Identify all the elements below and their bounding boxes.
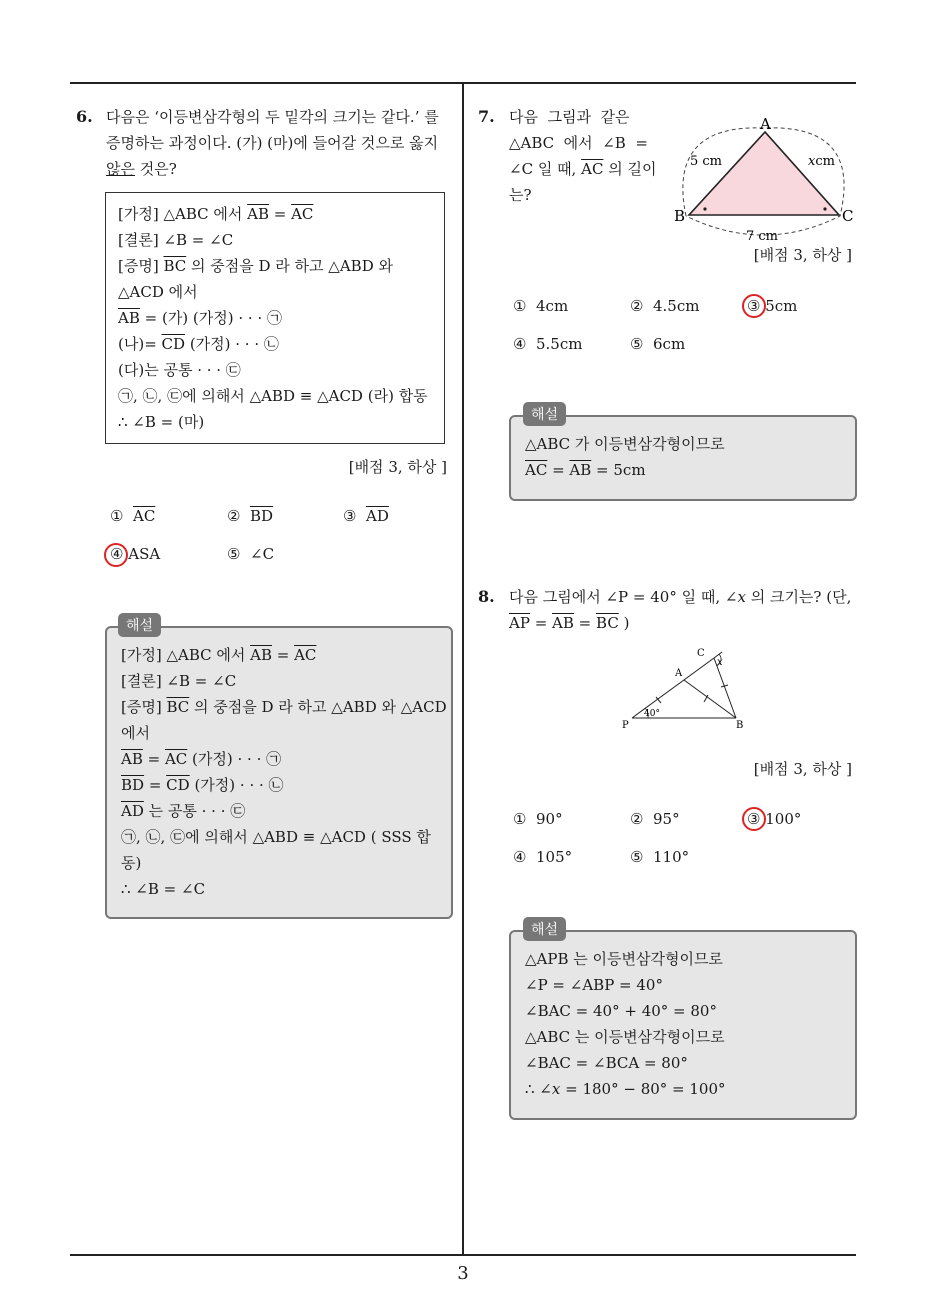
vertex-a-label: A xyxy=(675,668,683,679)
option-text: 90° xyxy=(536,810,563,828)
segment-ac: $\overline{AC}$ xyxy=(164,750,188,768)
question-7-option-2[interactable] xyxy=(630,297,699,315)
solution-text: [증명] xyxy=(121,698,167,716)
option-number: ① xyxy=(513,810,527,828)
proof-text: 의 중점을 D 라 하고 △ABD 와 xyxy=(186,257,393,275)
option-number: ④ xyxy=(513,848,527,866)
option-number: ⑤ xyxy=(630,335,644,353)
question-8-solution-box xyxy=(509,930,857,1120)
proof-text: [증명] xyxy=(118,257,164,275)
option-number: ② xyxy=(630,810,644,828)
proof-line-4: △ACD 에서 xyxy=(118,283,198,301)
page-number: 3 xyxy=(457,1263,469,1284)
option-number: ③ xyxy=(747,297,761,315)
segment-ab: $\overline{AB}$ xyxy=(247,205,269,223)
solution-text: = 180° − 80° = 100° xyxy=(560,1080,726,1098)
triangle-abc xyxy=(689,132,839,215)
column-divider xyxy=(462,83,464,1255)
solution-line-7 xyxy=(121,798,437,824)
side-bc-label: 7 cm xyxy=(746,229,779,244)
unit: cm xyxy=(815,154,835,169)
vertex-c-label: C xyxy=(697,648,705,659)
segment-ab: $\overline{AB}$ xyxy=(121,750,143,768)
question-6-line-2: 증명하는 과정이다. (가) (마)에 들어갈 것으로 옳지 xyxy=(106,134,439,152)
question-6-line-3-rest: 것은? xyxy=(134,160,177,178)
segment-ab: $\overline{AB}$ xyxy=(552,614,574,632)
question-8-solution-tag: 해설 xyxy=(523,917,566,941)
solution-line-2 xyxy=(525,457,841,483)
question-8-option-5[interactable] xyxy=(630,848,689,866)
question-8-line-2 xyxy=(509,610,859,636)
option-text: ASA xyxy=(128,545,161,563)
proof-text: = (가) (가정) · · · ㉠ xyxy=(139,309,282,327)
question-7-solution-tag: 해설 xyxy=(523,402,566,426)
solution-line-10: ∴ ∠B = ∠C xyxy=(121,880,206,898)
question-6-emphasis: 않은 xyxy=(106,160,135,178)
segment-cd: $\overline{CD}$ xyxy=(166,776,190,794)
segment-cd: $\overline{CD}$ xyxy=(161,335,186,353)
vertex-a-label: A xyxy=(760,115,771,133)
angle-x-label: x xyxy=(717,657,723,668)
solution-line-1 xyxy=(121,642,437,668)
proof-line-1 xyxy=(118,201,432,227)
solution-text: = xyxy=(142,750,165,768)
vertex-p-label: P xyxy=(622,720,629,731)
option-text: 5cm xyxy=(765,297,798,315)
segment-ap: $\overline{AP}$ xyxy=(509,614,530,632)
solution-line-6 xyxy=(121,772,437,798)
question-text: 의 크기는? (단, xyxy=(745,588,852,606)
option-number: ③ xyxy=(343,507,357,525)
option-number: ① xyxy=(110,507,124,525)
proof-text: [가정] △ABC 에서 xyxy=(118,205,248,223)
question-6-solution-tag: 해설 xyxy=(118,613,161,637)
segment-a-b xyxy=(684,680,736,718)
question-text: ) xyxy=(618,614,630,632)
question-7-option-5[interactable] xyxy=(630,335,685,353)
option-number: ④ xyxy=(513,335,527,353)
segment-ac: $\overline{AC}$ xyxy=(294,646,317,664)
answer-mark-circle xyxy=(742,294,766,318)
solution-text: 의 중점을 D 라 하고 △ABD 와 △ACD xyxy=(189,698,447,716)
question-8-score: [배점 3, 하상 ] xyxy=(753,760,852,778)
answer-mark-circle xyxy=(104,543,128,567)
question-text: = xyxy=(573,614,597,632)
question-text: 다음 그림에서 ∠P = 40° 일 때, ∠ xyxy=(509,588,738,606)
proof-text: = xyxy=(268,205,292,223)
proof-text: (가정) · · · ㉡ xyxy=(185,335,279,353)
option-number: ④ xyxy=(110,545,124,563)
question-8-option-4[interactable] xyxy=(513,848,572,866)
solution-line-1: △APB 는 이등변삼각형이므로 xyxy=(525,950,723,968)
question-7-text xyxy=(509,104,659,208)
solution-line-4: △ABC 는 이등변삼각형이므로 xyxy=(525,1028,725,1046)
question-6-option-5[interactable] xyxy=(227,545,274,563)
proof-line-7: (다)는 공통 · · · ㉢ xyxy=(118,361,241,379)
option-text: 100° xyxy=(765,810,802,828)
question-6-number: 6. xyxy=(76,107,93,126)
option-number: ② xyxy=(227,507,241,525)
solution-text: = xyxy=(547,461,570,479)
solution-line-3: ∠BAC = 40° + 40° = 80° xyxy=(525,1002,717,1020)
question-8-triangle-figure xyxy=(618,643,753,733)
solution-line-8: ㉠, ㉡, ㉢에 의해서 △ABD ≡ △ACD ( SSS 합 xyxy=(121,828,431,846)
solution-line-3 xyxy=(121,694,447,720)
question-7-line-1: 다음 그림과 같은 xyxy=(509,108,630,126)
proof-line-5 xyxy=(118,305,432,331)
question-7-line-2: △ABC 에서 ∠B = xyxy=(509,134,648,152)
solution-text: [가정] △ABC 에서 xyxy=(121,646,251,664)
segment-bc: $\overline{BC}$ xyxy=(166,698,190,716)
question-7-line-3 xyxy=(509,156,659,182)
variable-x: x xyxy=(551,1080,561,1098)
question-7-triangle-figure xyxy=(672,114,858,244)
segment-ab: $\overline{AB}$ xyxy=(569,461,592,479)
option-text: 110° xyxy=(653,848,690,866)
question-8-line-1 xyxy=(509,584,859,610)
question-7-option-1[interactable] xyxy=(513,297,568,315)
proof-line-8: ㉠, ㉡, ㉢에 의해서 △ABD ≡ △ACD (라) 합동 xyxy=(118,387,428,405)
variable-x: x xyxy=(808,154,816,169)
angle-mark-b xyxy=(703,207,706,210)
solution-line-2: [결론] ∠B = ∠C xyxy=(121,672,237,690)
option-number: ⑤ xyxy=(227,545,241,563)
option-number: ③ xyxy=(747,810,761,828)
solution-line-9: 동) xyxy=(121,854,142,872)
option-number: ② xyxy=(630,297,644,315)
bottom-rule xyxy=(70,1254,856,1256)
question-8-text xyxy=(509,584,859,636)
segment-bc: $\overline{BC}$ xyxy=(596,614,619,632)
solution-text: = xyxy=(144,776,167,794)
option-number: ① xyxy=(513,297,527,315)
question-7-score: [배점 3, 하상 ] xyxy=(753,246,852,264)
question-8-option-2[interactable] xyxy=(630,810,680,828)
option-text: $\overline{AD}$ xyxy=(366,507,389,525)
option-text: $\overline{BD}$ xyxy=(250,507,274,525)
question-6-line-3 xyxy=(106,156,456,182)
option-text: ∠C xyxy=(250,545,275,563)
solution-line-4: 에서 xyxy=(121,724,150,742)
question-7-number: 7. xyxy=(478,107,495,126)
option-number: ⑤ xyxy=(630,848,644,866)
question-6-option-2[interactable] xyxy=(227,507,273,525)
question-6-option-3[interactable] xyxy=(343,507,389,525)
solution-text: ∴ ∠ xyxy=(525,1080,552,1098)
segment-ab: $\overline{AB}$ xyxy=(118,309,140,327)
solution-line-1: △ABC 가 이등변삼각형이므로 xyxy=(525,435,725,453)
option-text: 95° xyxy=(653,810,680,828)
vertex-b-label: B xyxy=(674,207,686,225)
solution-text: = xyxy=(271,646,295,664)
question-text: 의 길이 xyxy=(603,160,657,178)
question-6-text xyxy=(106,104,456,182)
segment-ad: $\overline{AD}$ xyxy=(121,802,144,820)
question-text: ∠C 일 때, xyxy=(509,160,582,178)
variable-x: x xyxy=(737,588,746,606)
question-8-number: 8. xyxy=(478,587,495,606)
answer-mark-circle xyxy=(742,807,766,831)
segment-ac: $\overline{AC}$ xyxy=(581,160,604,178)
solution-line-5 xyxy=(121,746,437,772)
vertex-c-label: C xyxy=(842,207,854,225)
solution-text: = 5cm xyxy=(591,461,646,479)
vertex-b-label: B xyxy=(736,720,744,731)
question-text: = xyxy=(529,614,553,632)
question-6-line-1: 다음은 ‘이등변삼각형의 두 밑각의 크기는 같다.’ 를 xyxy=(106,108,439,126)
proof-line-2: [결론] ∠B = ∠C xyxy=(118,231,234,249)
segment-bc: $\overline{BC}$ xyxy=(163,257,187,275)
angle-mark-c xyxy=(823,207,826,210)
segment-bd: $\overline{BD}$ xyxy=(121,776,145,794)
option-text: 4cm xyxy=(536,297,569,315)
segment-ac: $\overline{AC}$ xyxy=(291,205,314,223)
proof-line-9: ∴ ∠B = (마) xyxy=(118,413,205,431)
angle-p-label: 40° xyxy=(644,709,660,719)
proof-line-6 xyxy=(118,331,432,357)
segment-ab: $\overline{AB}$ xyxy=(250,646,272,664)
solution-text: (가정) · · · ㉡ xyxy=(189,776,284,794)
question-6-score: [배점 3, 하상 ] xyxy=(348,458,447,476)
option-text: 105° xyxy=(536,848,573,866)
question-6-option-1[interactable] xyxy=(110,507,155,525)
solution-line-6 xyxy=(525,1076,841,1102)
question-8-option-1[interactable] xyxy=(513,810,563,828)
option-text: 4.5cm xyxy=(653,297,700,315)
question-7-line-4: 는? xyxy=(509,186,532,204)
side-ac-label xyxy=(808,154,835,169)
solution-text: (가정) · · · ㉠ xyxy=(187,750,282,768)
option-text: $\overline{AC}$ xyxy=(133,507,156,525)
option-text: 6cm xyxy=(653,335,686,353)
question-7-solution-box xyxy=(509,415,857,501)
question-6-proof-box xyxy=(105,192,445,444)
question-6-solution-box xyxy=(105,626,453,919)
solution-line-5: ∠BAC = ∠BCA = 80° xyxy=(525,1054,688,1072)
side-ab-label: 5 cm xyxy=(690,154,723,169)
solution-text: 는 공통 · · · ㉢ xyxy=(143,802,246,820)
option-text: 5.5cm xyxy=(536,335,583,353)
proof-line-3 xyxy=(118,253,432,279)
proof-text: (나)= xyxy=(118,335,162,353)
segment-ac: $\overline{AC}$ xyxy=(525,461,548,479)
solution-line-2: ∠P = ∠ABP = 40° xyxy=(525,976,663,994)
question-7-option-4[interactable] xyxy=(513,335,582,353)
